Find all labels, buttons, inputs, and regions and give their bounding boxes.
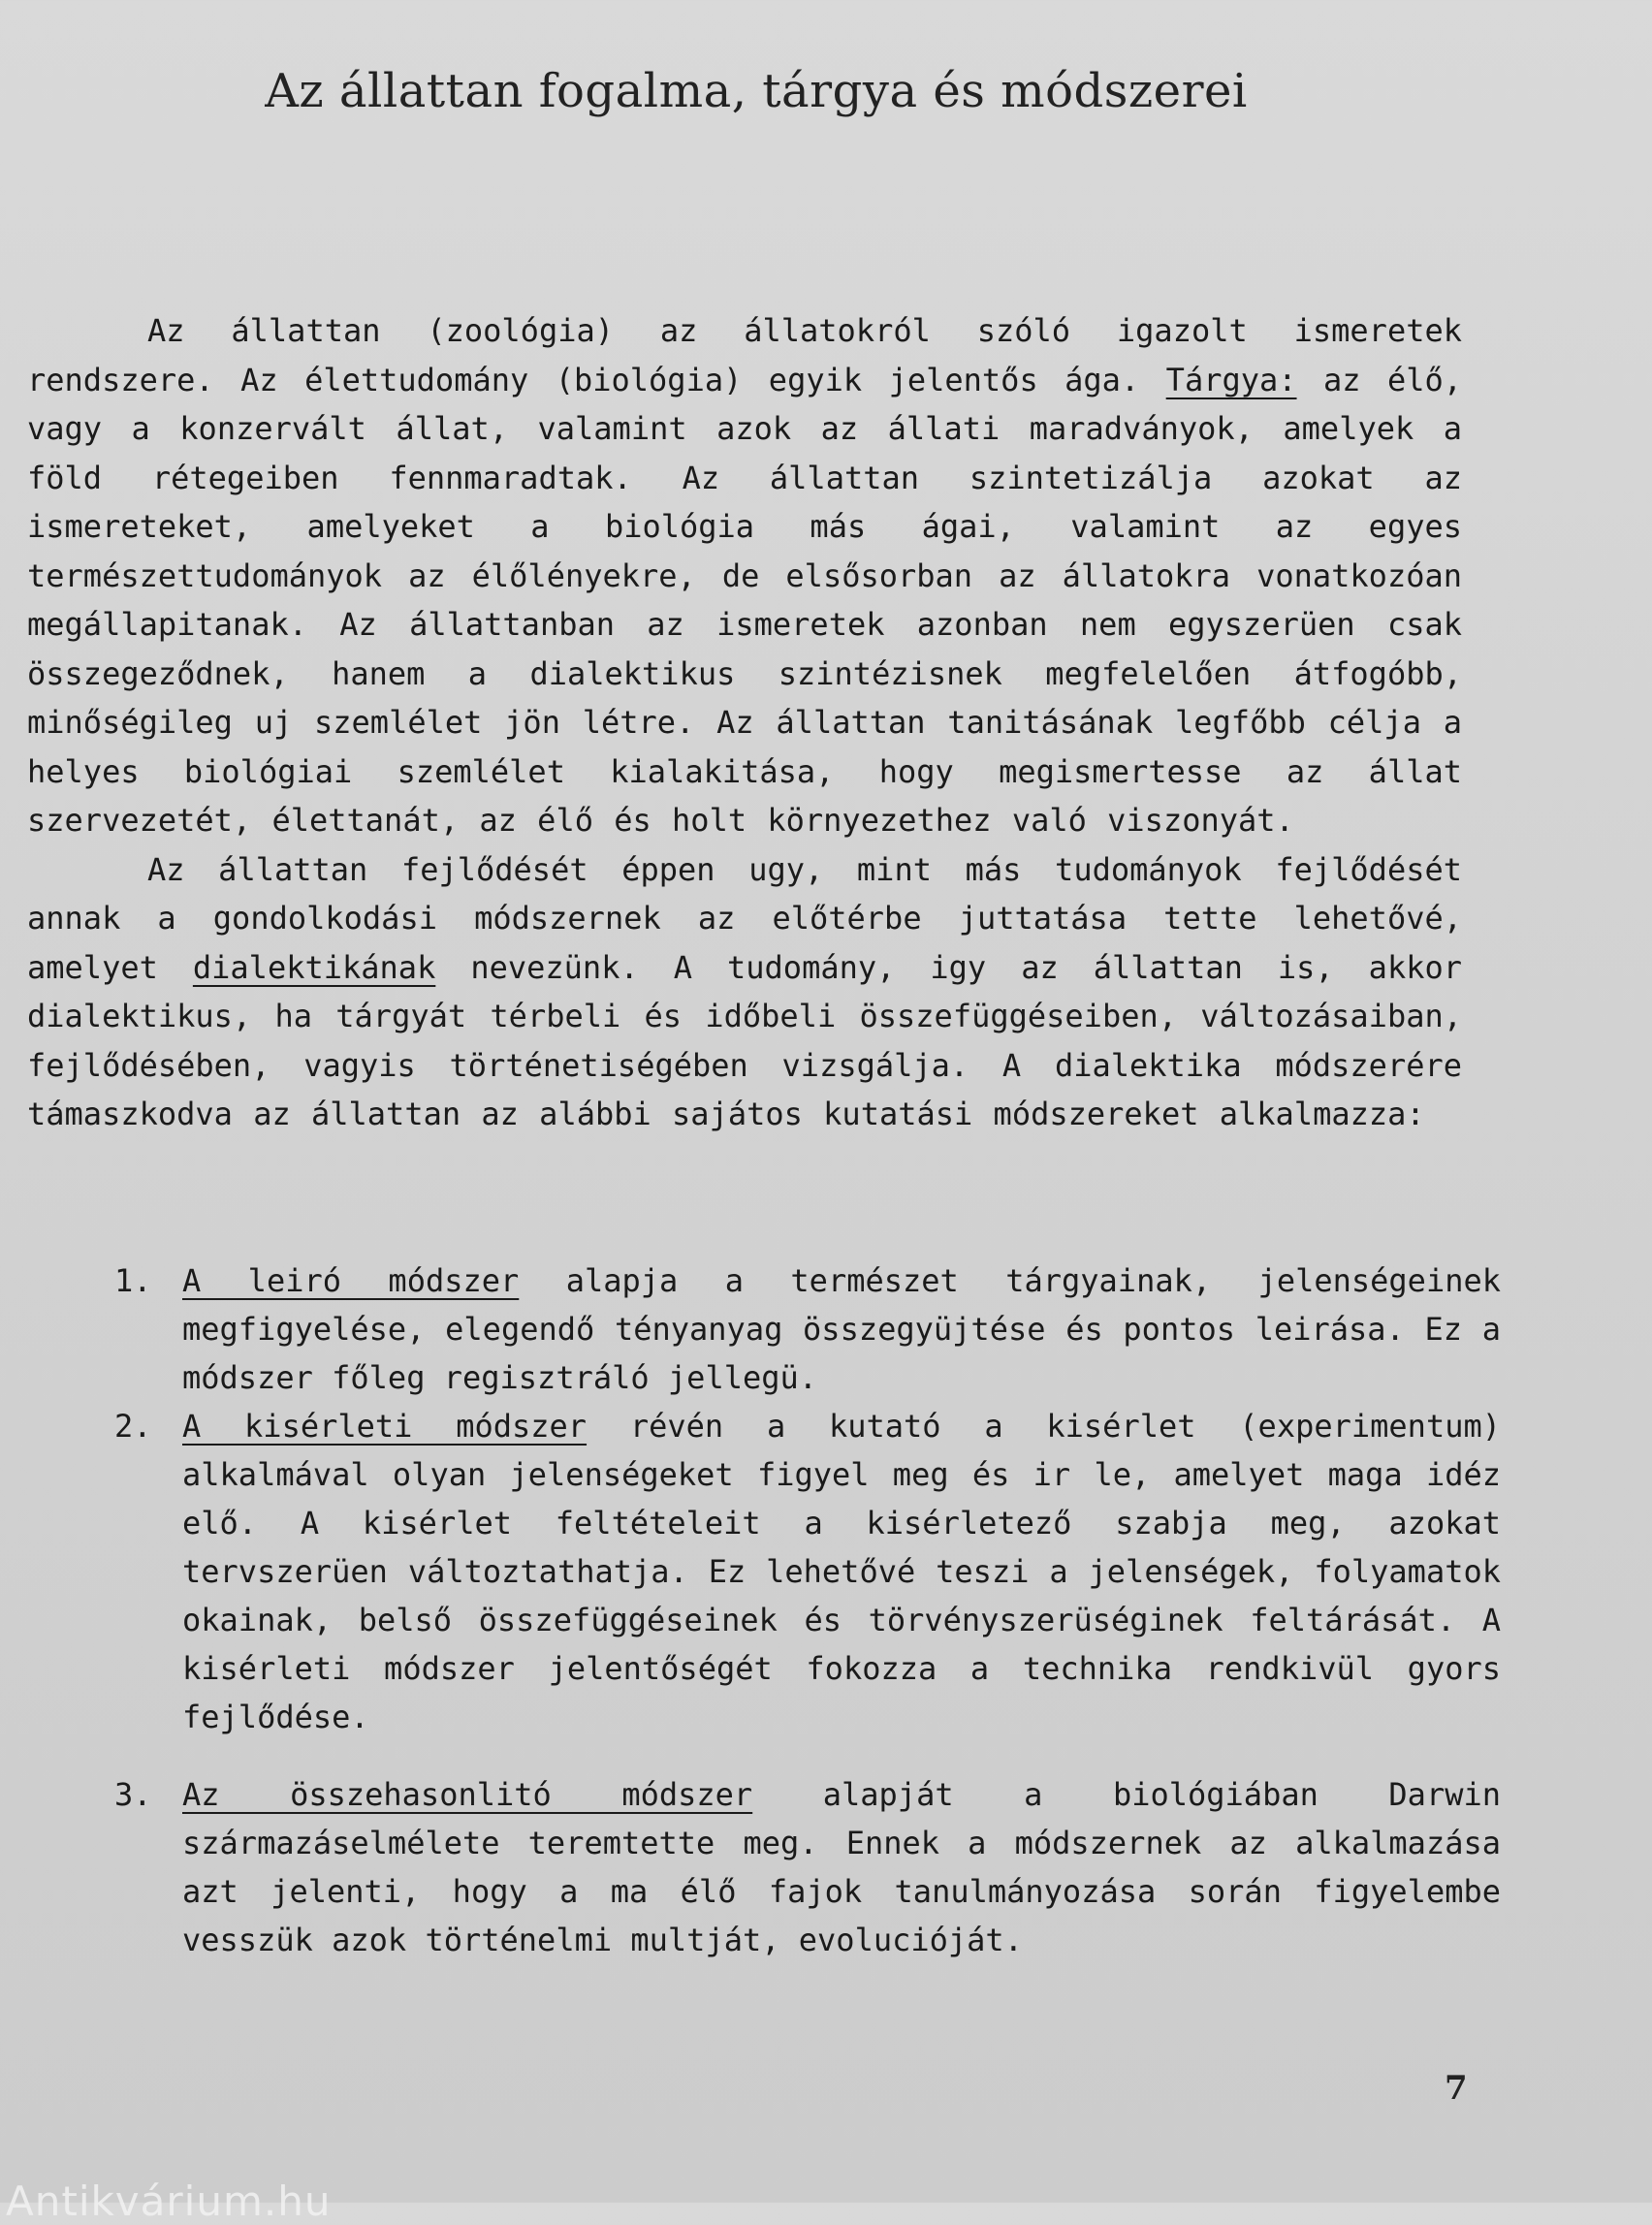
- methods-list: [114, 1256, 1501, 1964]
- list-item-number: 3.: [114, 1776, 152, 1813]
- underlined-term-dialektikanak: dialektikának: [192, 948, 436, 986]
- paragraph-1-text-a: Az állattan (zoológia) az állatokról szóló igazolt ismeretek rendszere. Az élettudomány (biológia) egyik jelentős ága.: [27, 312, 1462, 398]
- list-item-number: 2.: [114, 1408, 152, 1445]
- body-text: [27, 306, 1462, 1139]
- underlined-term-targya: Tárgya:: [1165, 361, 1297, 398]
- list-item: [114, 1402, 1501, 1741]
- page-number: 7: [1445, 2069, 1468, 2108]
- paragraph-2-text-b: nevezünk. A tudomány, igy az állattan is, akkor dialektikus, ha tárgyát térbeli és időbeli összefüggéseiben, változásaiban, fejlődésében, vagyis történetiségében vizsgálja. A dialektika módszerére támaszkodva az állattan az alábbi sajátos kutatási módszereket alkalmazza:: [27, 948, 1463, 1132]
- method-description: alapja a természet tárgyainak, jelenségeinek megfigyelése, elegendő tényanyag összegyüjtése és pontos leirása. Ez a módszer főleg regisztráló jellegü.: [182, 1262, 1502, 1396]
- method-term: A leiró módszer: [182, 1262, 520, 1299]
- watermark: Antikvárium.hu: [6, 2177, 332, 2225]
- paragraph-2: [27, 845, 1462, 1139]
- list-item-text: [182, 1770, 1501, 1964]
- paragraph-1-text-b: az élő, vagy a konzervált állat, valamint azok az állati maradványok, amelyek a föld rétegeiben fennmaradtak. Az állattan szintetizálja azokat az ismereteket, amelyeket a biológia más ágai, valamint az egyes természettudományok az élőlényekre, de elsősorban az állatokra vonatkozóan megállapitanak. Az állattanban az ismeretek azonban nem egyszerüen csak összegeződnek, hanem a dialektikus szintézisnek megfelelően átfogóbb, minőségileg uj szemlélet jön létre. Az állattan tanitásának legfőbb célja a helyes biológiai szemlélet kialakitása, hogy megismertesse az állat szervezetét, élettanát, az élő és holt környezethez való viszonyát.: [27, 361, 1463, 839]
- list-item-text: [182, 1256, 1501, 1402]
- method-term: Az összehasonlitó módszer: [182, 1776, 753, 1813]
- list-item: [114, 1256, 1501, 1402]
- list-item-text: [182, 1402, 1501, 1741]
- list-item-number: 1.: [114, 1262, 152, 1299]
- method-description: alapját a biológiában Darwin származáselmélete teremtette meg. Ennek a módszernek az alkalmazása azt jelenti, hogy a ma élő fajok tanulmányozása során figyelembe vesszük azok történelmi multját, evolucióját.: [182, 1776, 1502, 1958]
- method-description: révén a kutató a kisérlet (experimentum) alkalmával olyan jelenségeket figyel meg és ir le, amelyet maga idéz elő. A kisérlet feltételeit a kisérletező szabja meg, azokat tervszerüen változtathatja. Ez lehetővé teszi a jelenségek, folyamatok okainak, belső összefüggéseinek és törvényszerüséginek feltárását. A kisérleti módszer jelentőségét fokozza a technika rendkivül gyors fejlődése.: [182, 1408, 1501, 1735]
- list-item: [114, 1770, 1501, 1964]
- method-term: A kisérleti módszer: [182, 1408, 588, 1445]
- paragraph-1: [27, 306, 1462, 845]
- paragraph-2-text-a: Az állattan fejlődését éppen ugy, mint más tudományok fejlődését annak a gondolkodási módszernek az előtérbe juttatása tette lehetővé, amelyet: [27, 850, 1462, 986]
- page-title: Az állattan fogalma, tárgya és módszerei: [265, 64, 1248, 118]
